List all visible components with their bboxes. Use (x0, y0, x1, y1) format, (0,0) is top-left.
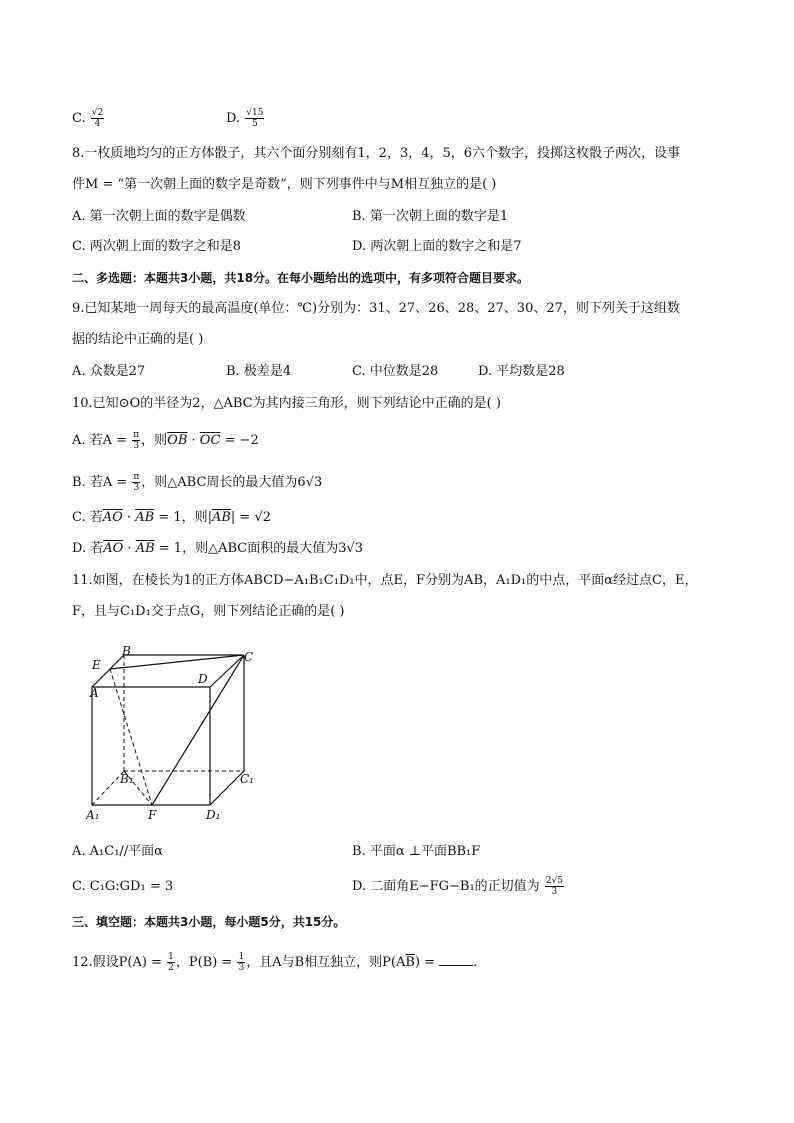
label-A: A (90, 686, 99, 700)
label-E: E (92, 658, 101, 672)
q7-option-c-fraction: $\frac{√2}{4}$ (91, 108, 104, 129)
q7-option-c: C. $\frac{√2}{4}$ (72, 108, 104, 129)
q9-stem-line2: 据的结论中正确的是( ) (72, 332, 204, 347)
section-3-heading: 三、填空题：本题共3小题，每小题5分，共15分。 (72, 915, 346, 929)
q9-option-a: A. 众数是27 (72, 364, 146, 379)
edge-D1-C1 (210, 771, 244, 805)
q12-stem: 12.假设P(A) = $\frac{1}{2}$ ，P(B) = $\frac{1}{3}$ ，且A与B相互独立，则$P(A\overline{B})$ = . (72, 952, 478, 973)
q9-option-d: D. 平均数是28 (478, 364, 565, 379)
label-A1: A₁ (86, 808, 100, 822)
label-B1: B₁ (120, 772, 134, 786)
q11-option-d: D. 二面角E−FG−B₁的正切值为 $\frac{2√5}{3}$ (352, 876, 563, 897)
q12-pb-fraction: $\frac{1}{3}$ (238, 952, 245, 973)
q8-stem-line1: 8.一枚质地均匀的正方体骰子，其六个面分别刻有1，2，3，4，5，6六个数字，投掷这枚骰子两次，设事 (72, 146, 681, 161)
q8-option-d: D. 两次朝上面的数字之和是7 (352, 239, 522, 254)
label-C1: C₁ (240, 772, 254, 786)
cube-figure (86, 645, 266, 825)
q11-d-fraction: $\frac{2√5}{3}$ (545, 876, 563, 897)
label-D1: D₁ (206, 808, 221, 822)
q11-option-a: A. A₁C₁//平面α (72, 844, 163, 859)
q10-b-fraction: $\frac{\pi}{3}$ (133, 472, 140, 493)
q11-option-c: C. C₁G:GD₁ = 3 (72, 879, 174, 894)
label-F: F (148, 808, 157, 822)
label-C: C (244, 650, 254, 664)
q7-option-d: D. $\frac{√15}{5}$ (226, 108, 264, 129)
q12-pa-fraction: $\frac{1}{2}$ (168, 952, 174, 973)
q10-a-fraction: $\frac{\pi}{3}$ (133, 430, 140, 451)
q11-stem-line1: 11.如图，在棱长为1的正方体ABCD−A₁B₁C₁D₁中，点E，F分别为AB，A₁D₁的中点，平面α经过点C，E， (72, 573, 698, 588)
q8-option-b: B. 第一次朝上面的数字是1 (352, 209, 509, 224)
q8-option-a: A. 第一次朝上面的数字是偶数 (72, 209, 246, 224)
answer-blank[interactable] (439, 953, 473, 966)
q11-option-b: B. 平面α ⊥平面BB₁F (352, 844, 481, 859)
label-D: D (198, 672, 208, 686)
q10-stem: 10.已知⊙O的半径为2，△ABC为其内接三角形，则下列结论中正确的是( ) (72, 396, 501, 411)
q10-option-c: C. 若$\overline{AO} \cdot \overline{AB} = 1$，则$|\overline{AB}| = √2$ (72, 510, 272, 525)
section-2-heading: 二、多选题：本题共3小题，共18分。在每小题给出的选项中，有多项符合题目要求。 (72, 271, 530, 285)
q9-option-c: C. 中位数是28 (352, 364, 439, 379)
q8-stem-line2: 件M = “第一次朝上面的数字是奇数”，则下列事件中与M相互独立的是( ) (72, 177, 497, 192)
q7-option-d-fraction: $\frac{√15}{5}$ (246, 108, 264, 129)
q8-option-c: C. 两次朝上面的数字之和是8 (72, 239, 242, 254)
q9-stem-line1: 9.已知某地一周每天的最高温度(单位：℃)分别为：31、27、26、28、27、30、27，则下列关于这组数 (72, 301, 680, 316)
q10-option-a: A. 若A = $\frac{\pi}{3}$ ，则$\overline{OB} \cdot \overline{OC} = -2$ (72, 430, 259, 451)
q10-option-b: B. 若A = $\frac{\pi}{3}$ ，则△ABC周长的最大值为6√3 (72, 472, 323, 493)
q10-option-d: D. 若$\overline{AO} \cdot \overline{AB} = 1$，则△ABC面积的最大值为3√3 (72, 541, 364, 556)
label-B: B (122, 645, 131, 658)
q9-option-b: B. 极差是4 (226, 364, 292, 379)
q11-stem-line2: F，且与C₁D₁交于点G，则下列结论正确的是( ) (72, 604, 345, 619)
